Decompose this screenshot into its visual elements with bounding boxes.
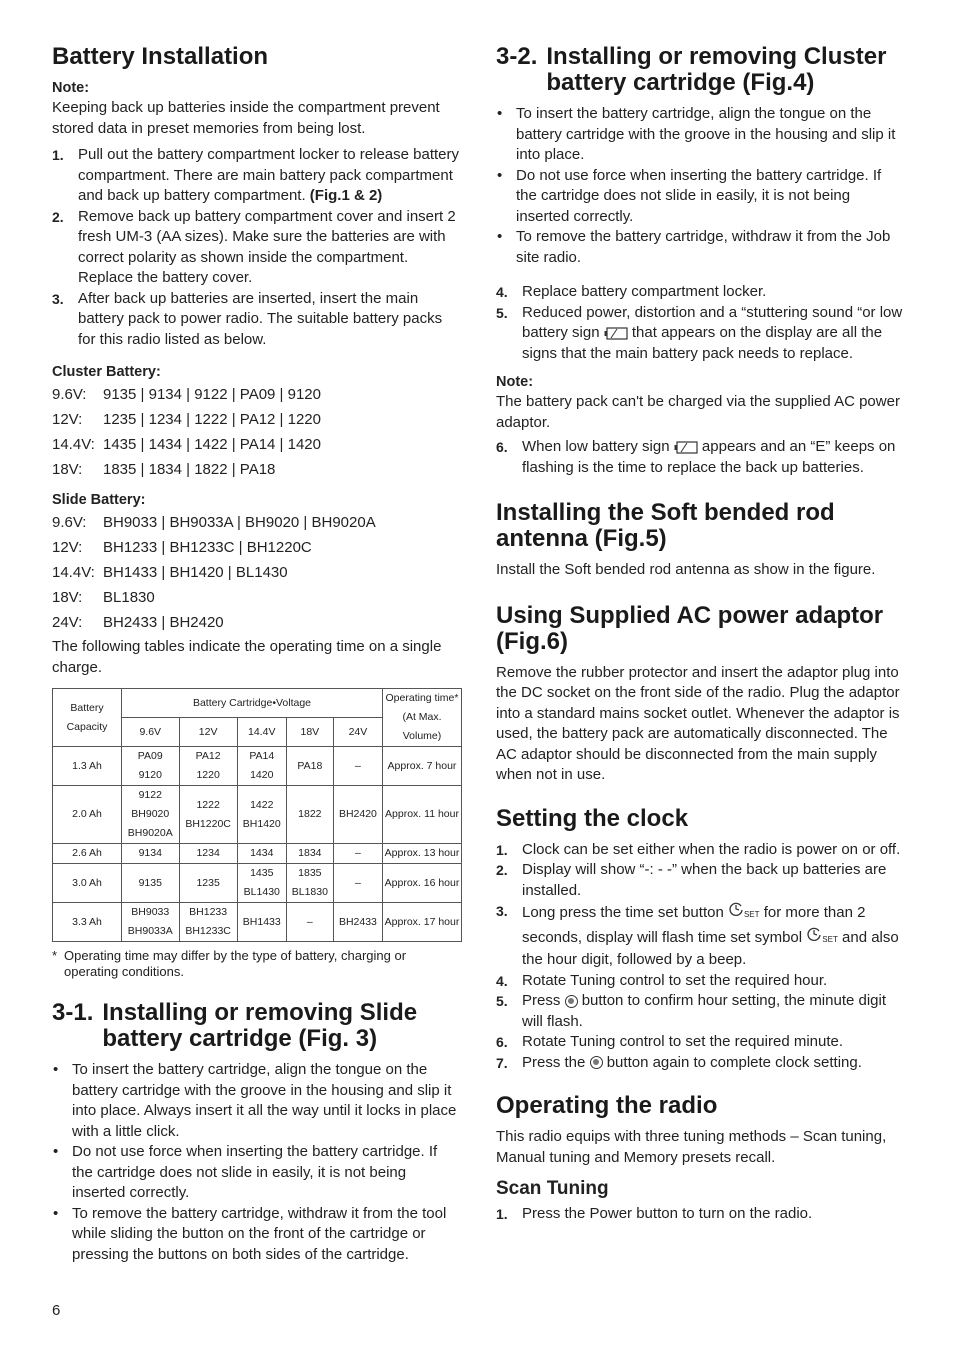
battery-installation-heading: Battery Installation <box>52 43 269 70</box>
note-text: Keeping back up batteries inside the compartment prevent stored data in preset memories from being lost. <box>52 99 440 137</box>
left-column <box>52 44 462 1265</box>
list-item: 9.6V: 9135 | 9134 | 9122 | PA09 | 9120 <box>52 386 321 403</box>
model-cell: 9134 <box>122 844 180 864</box>
header-voltage: 12V <box>179 718 237 747</box>
list-item: • To insert the battery cartridge, align the tongue on the battery cartridge with the groove in the housing and slip it into place. <box>497 105 896 163</box>
capacity-cell: 3.0 Ah <box>53 864 122 903</box>
antenna-text: Install the Soft bended rod antenna as show in the figure. <box>496 561 876 578</box>
time-cell: Approx. 7 hour <box>383 747 462 786</box>
header-voltage: 18V <box>286 718 333 747</box>
model-cell: 1822 <box>286 786 333 844</box>
note-text: The battery pack can't be charged via the supplied AC power adaptor. <box>496 393 900 431</box>
table-intro: The following tables indicate the operating time on a single charge. <box>52 638 442 676</box>
model-cell: BH1233 BH1233C <box>179 903 237 942</box>
note-label: Note: <box>496 374 534 390</box>
model-cell: – <box>286 903 333 942</box>
table-row <box>53 844 462 864</box>
time-cell: Approx. 11 hour <box>383 786 462 844</box>
antenna-heading: Installing the Soft bended rod antenna (Fig.5) <box>496 499 835 552</box>
cluster-cartridge-heading: 3-2. Installing or removing Cluster battery cartridge (Fig.4) <box>496 43 887 96</box>
list-item: 18V: 1835 | 1834 | 1822 | PA18 <box>52 461 276 478</box>
list-item: 12V: BH1233 | BH1233C | BH1220C <box>52 539 312 556</box>
cluster-cartridge-bullets <box>496 104 904 268</box>
list-item: 1. Press the Power button to turn on the radio. <box>496 1205 813 1222</box>
list-item: 5. Press button to confirm hour setting, the minute digit will flash. <box>496 992 887 1030</box>
list-item: • Do not use force when inserting the battery cartridge. If the cartridge does not slide in easily, it is not being inserted correctly. <box>497 166 882 225</box>
model-cell: PA12 1220 <box>179 747 237 786</box>
list-item: 1. Clock can be set either when the radio is power on or off. <box>496 840 901 858</box>
slide-battery-list <box>52 510 462 635</box>
operating-radio-heading: Operating the radio <box>496 1092 718 1119</box>
operating-radio-text: This radio equips with three tuning methods – Scan tuning, Manual tuning and Memory presets recall. <box>496 1128 887 1166</box>
capacity-cell: 2.0 Ah <box>53 786 122 844</box>
list-item: • To remove the battery cartridge, withdraw it from the Job site radio. <box>497 228 891 266</box>
time-cell: Approx. 16 hour <box>383 864 462 903</box>
list-item: 2. Display will show “-: - -” when the back up batteries are installed. <box>496 861 887 899</box>
table-row <box>53 747 462 786</box>
page-number: 6 <box>52 1302 61 1319</box>
list-item: 12V: 1235 | 1234 | 1222 | PA12 | 1220 <box>52 411 321 428</box>
list-item: • To insert the battery cartridge, align the tongue on the battery cartridge with the groove in the housing and slip it into place. Always insert it all the way until it locks in place with a little click. <box>53 1061 457 1140</box>
header-voltage: 14.4V <box>237 718 286 747</box>
footnote: * Operating time may differ by the type of battery, charging or operating conditions. <box>52 948 407 979</box>
scan-tuning-heading: Scan Tuning <box>496 1178 609 1199</box>
scan-steps <box>496 1204 904 1225</box>
ac-adaptor-heading: Using Supplied AC power adaptor (Fig.6) <box>496 601 884 655</box>
model-cell: 1434 <box>237 844 286 864</box>
model-cell: 1235 <box>179 864 237 903</box>
memory-button-icon <box>565 995 578 1008</box>
list-item: 2. Remove back up battery compartment cover and insert 2 fresh UM-3 (AA sizes). Make sure the batteries are with correct polarity as shown inside the compartment. Replace the battery cover. <box>52 207 456 286</box>
clock-heading: Setting the clock <box>496 804 689 832</box>
list-item: 24V: BH2433 | BH2420 <box>52 614 224 631</box>
list-item: 4. Replace battery compartment locker. <box>496 283 767 300</box>
model-cell: – <box>333 864 382 903</box>
table-row <box>53 786 462 844</box>
table-header-row <box>53 689 462 718</box>
model-cell: – <box>333 844 382 864</box>
model-cell: BH1433 <box>237 903 286 942</box>
model-cell: 1422 BH1420 <box>237 786 286 844</box>
header-cartridge: Battery Cartridge•Voltage <box>122 689 383 718</box>
model-cell: 1222 BH1220C <box>179 786 237 844</box>
header-time: Operating time* (At Max. Volume) <box>383 689 462 747</box>
cluster-battery-label: Cluster Battery: <box>52 364 161 380</box>
operating-time-table <box>52 688 462 942</box>
header-voltage: 24V <box>333 718 382 747</box>
list-item: • To remove the battery cartridge, withdraw it from the tool while sliding the button on the front of the cartridge or pressing the buttons on both sides of the cartridge. <box>53 1204 447 1263</box>
list-item: 4. Rotate Tuning control to set the required hour. <box>496 971 828 989</box>
ac-adaptor-text: Remove the rubber protector and insert the adaptor plug into the DC socket on the front side of the radio. Plug the adaptor into a standard mains socket outlet. Whenever the adaptor is used, the battery pack are automatically disconnected. The AC adaptor should be disconnected from the main supply when not in use. <box>496 663 900 783</box>
time-cell: Approx. 13 hour <box>383 844 462 864</box>
slide-cartridge-bullets <box>52 1060 462 1265</box>
model-cell: PA09 9120 <box>122 747 180 786</box>
clock-set-icon: SET <box>806 926 838 951</box>
header-voltage: 9.6V <box>122 718 180 747</box>
capacity-cell: 1.3 Ah <box>53 747 122 786</box>
header-capacity: Battery Capacity <box>53 689 122 747</box>
low-battery-icon <box>674 441 698 454</box>
right-column <box>496 44 904 1225</box>
cartridge-steps <box>496 282 904 364</box>
capacity-cell: 2.6 Ah <box>53 844 122 864</box>
battery-steps <box>52 145 462 350</box>
model-cell: BH9033 BH9033A <box>122 903 180 942</box>
table-row <box>53 864 462 903</box>
capacity-cell: 3.3 Ah <box>53 903 122 942</box>
list-item: 6. When low battery sign appears and an “E” keeps on flashing is the time to replace the back up batteries. <box>496 438 896 476</box>
list-item: 14.4V: 1435 | 1434 | 1422 | PA14 | 1420 <box>52 436 321 453</box>
list-item: 7. Press the button again to complete clock setting. <box>496 1053 862 1071</box>
table-row <box>53 903 462 942</box>
list-item: 6. Rotate Tuning control to set the required minute. <box>496 1033 844 1050</box>
model-cell: 9122 BH9020 BH9020A <box>122 786 180 844</box>
note-label: Note: <box>52 80 90 96</box>
low-battery-icon <box>604 327 628 340</box>
list-item: 3. After back up batteries are inserted, insert the main battery pack to power radio. The suitable battery packs for this radio listed as below. <box>52 289 443 348</box>
slide-battery-label: Slide Battery: <box>52 492 146 508</box>
list-item: 5. Reduced power, distortion and a “stuttering sound “or low battery sign that appears on the display are all the signs that the main battery pack needs to replace. <box>496 303 903 362</box>
model-cell: 1435 BL1430 <box>237 864 286 903</box>
memory-button-icon <box>590 1056 603 1069</box>
time-cell: Approx. 17 hour <box>383 903 462 942</box>
list-item: 1. Pull out the battery compartment locker to release battery compartment. There are main battery pack compartment and back up battery compartment. (Fig.1 & 2) <box>52 146 460 204</box>
list-item: 9.6V: BH9033 | BH9033A | BH9020 | BH9020A <box>52 514 376 531</box>
backup-steps <box>496 437 904 478</box>
model-cell: 1835 BL1830 <box>286 864 333 903</box>
clock-steps <box>496 840 904 1074</box>
list-item: • Do not use force when inserting the battery cartridge. If the cartridge does not slide in easily, it is not being inserted correctly. <box>53 1143 438 1201</box>
clock-set-icon: SET <box>728 901 760 926</box>
model-cell: BH2433 <box>333 903 382 942</box>
cluster-battery-list <box>52 382 462 482</box>
model-cell: – <box>333 747 382 786</box>
slide-cartridge-heading: 3-1. Installing or removing Slide battery cartridge (Fig. 3) <box>52 999 418 1052</box>
list-item: 18V: BL1830 <box>52 589 155 606</box>
model-cell: 1834 <box>286 844 333 864</box>
model-cell: 1234 <box>179 844 237 864</box>
list-item: 14.4V: BH1433 | BH1420 | BL1430 <box>52 564 288 581</box>
model-cell: PA14 1420 <box>237 747 286 786</box>
model-cell: 9135 <box>122 864 180 903</box>
model-cell: BH2420 <box>333 786 382 844</box>
list-item: 3. Long press the time set button SET for more than 2 seconds, display will flash time set symbol SET and also the hour digit, followed by a beep. <box>496 903 899 968</box>
model-cell: PA18 <box>286 747 333 786</box>
